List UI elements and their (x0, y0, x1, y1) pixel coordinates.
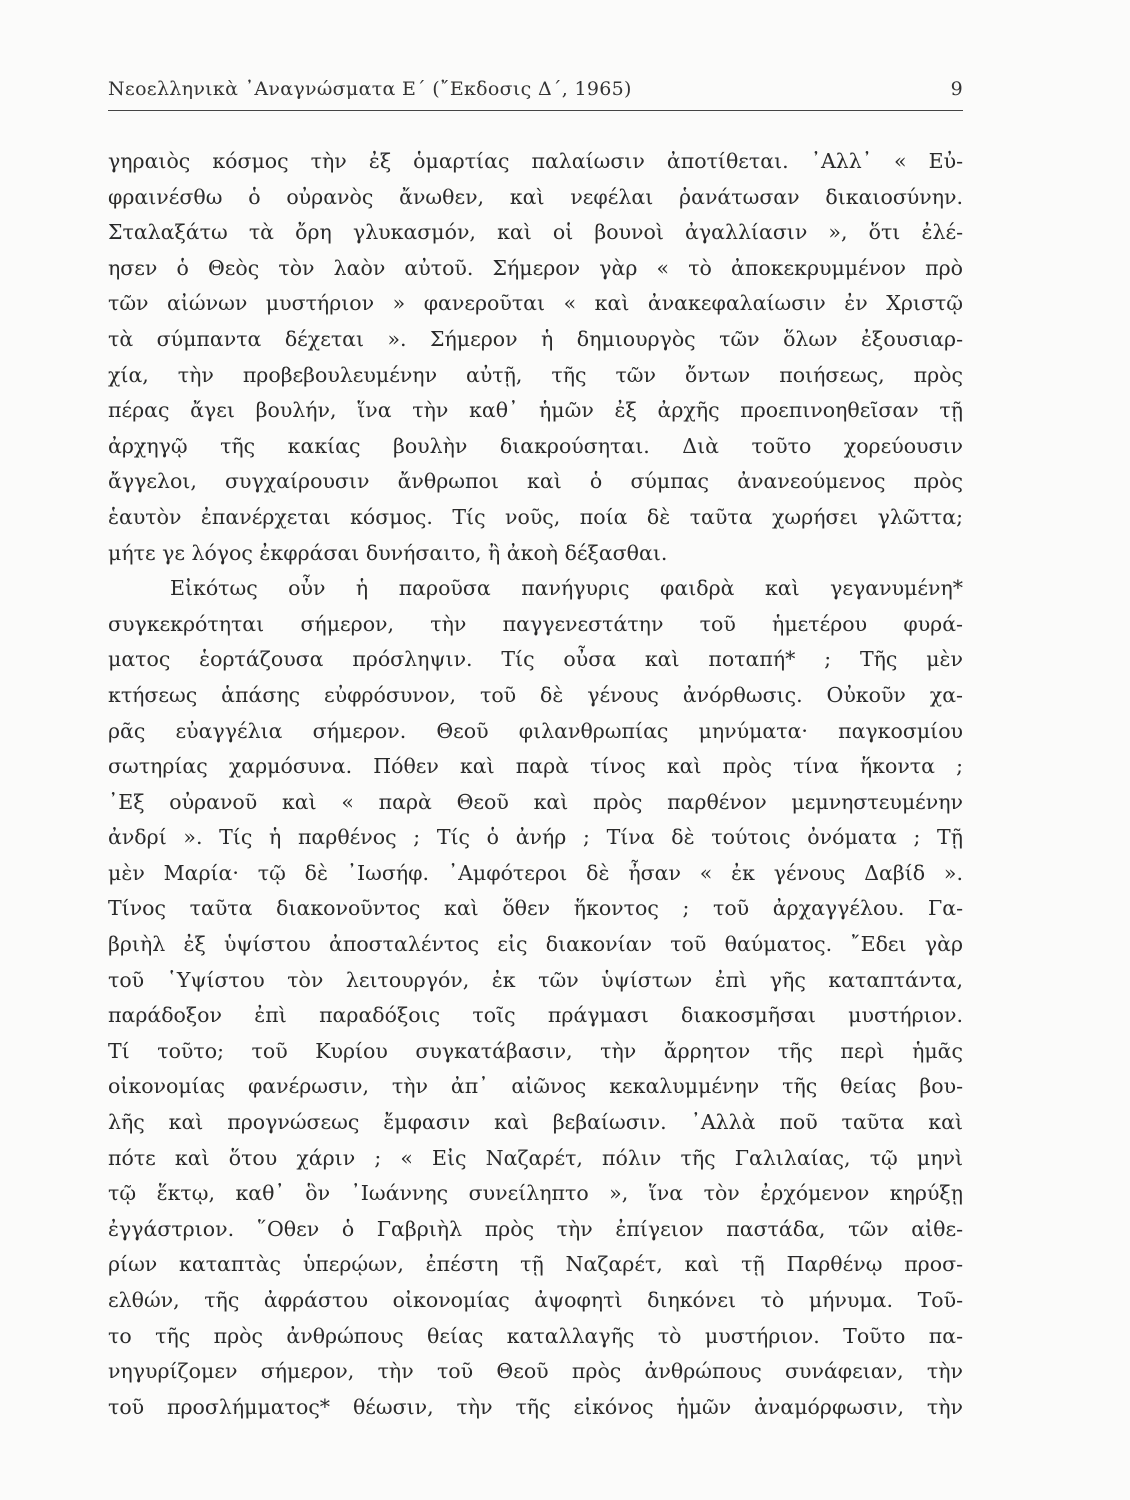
text-line: ησεν ὁ Θεὸς τὸν λαὸν αὐτοῦ. Σήμερον γὰρ « τὸ ἀποκεκρυμμένον πρὸ (108, 255, 963, 280)
text-line: ρᾶς εὐαγγέλια σήμερον. Θεοῦ φιλανθρωπίας μηνύματα· παγκοσμίου (108, 718, 963, 743)
text-line: τῷ ἕκτῳ, καθ᾿ ὃν ᾿Ιωάννης συνείληπτο », ἵνα τὸν ἐρχόμενον κηρύξῃ (108, 1181, 963, 1206)
text-line: ἐγγάστριον. ῞Οθεν ὁ Γαβριὴλ πρὸς τὴν ἐπίγειον παστάδα, τῶν αἰθε- (108, 1216, 963, 1241)
body-text (108, 144, 963, 1425)
text-line: οἰκονομίας φανέρωσιν, τὴν ἀπ᾿ αἰῶνος κεκαλυμμένην τῆς θείας βου- (108, 1074, 963, 1099)
text-line: ρίων καταπτὰς ὑπερῴων, ἐπέστη τῇ Ναζαρέτ, καὶ τῇ Παρθένῳ προσ- (108, 1252, 963, 1277)
text-line: Σταλαξάτω τὰ ὄρη γλυκασμόν, καὶ οἱ βουνοὶ ἀγαλλίασιν », ὅτι ἐλέ- (108, 220, 963, 245)
text-line: κτήσεως ἁπάσης εὐφρόσυνον, τοῦ δὲ γένους ἀνόρθωσις. Οὐκοῦν χα- (108, 682, 963, 707)
text-line: βριὴλ ἐξ ὑψίστου ἀποσταλέντος εἰς διακονίαν τοῦ θαύματος. ῎Εδει γὰρ (108, 932, 963, 957)
text-line: ἄγγελοι, συγχαίρουσιν ἄνθρωποι καὶ ὁ σύμπας ἀνανεούμενος πρὸς (108, 469, 963, 494)
text-line: ἀνδρί ». Τίς ἡ παρθένος ; Τίς ὁ ἀνήρ ; Τίνα δὲ τούτοις ὀνόματα ; Τῇ (108, 825, 963, 850)
text-line: τοῦ ῾Υψίστου τὸν λειτουργόν, ἐκ τῶν ὑψίστων ἐπὶ γῆς καταπτάντα, (108, 967, 963, 992)
text-line: ἑαυτὸν ἐπανέρχεται κόσμος. Τίς νοῦς, ποία δὲ ταῦτα χωρήσει γλῶττα; (108, 504, 963, 529)
text-line: πέρας ἄγει βουλήν, ἵνα τὴν καθ᾿ ἡμῶν ἐξ ἀρχῆς προεπινοηθεῖσαν τῇ (108, 398, 963, 423)
text-line: χία, τὴν προβεβουλευμένην αὐτῇ, τῆς τῶν ὄντων ποιήσεως, πρὸς (108, 362, 963, 387)
text-line: ελθών, τῆς ἀφράστου οἰκονομίας ἀψοφητὶ διηκόνει τὸ μήνυμα. Τοῦ- (108, 1288, 963, 1312)
text-line: γηραιὸς κόσμος τὴν ἐξ ὁμαρτίας παλαίωσιν ἀποτίθεται. ᾿Αλλ᾿ « Εὐ- (108, 149, 963, 173)
text-line-indented: Εἰκότως οὖν ἡ παροῦσα πανήγυρις φαιδρὰ καὶ γεγανυμένη* (170, 576, 963, 601)
text-line: το τῆς πρὸς ἀνθρώπους θείας καταλλαγῆς τὸ μυστήριον. Τοῦτο πα- (108, 1323, 963, 1348)
text-line: ᾿Εξ οὐρανοῦ καὶ « παρὰ Θεοῦ καὶ πρὸς παρθένον μεμνηστευμένην (108, 789, 963, 814)
text-line: τῶν αἰώνων μυστήριον » φανεροῦται « καὶ ἀνακεφαλαίωσιν ἐν Χριστῷ (108, 291, 963, 316)
text-line: Τίνος ταῦτα διακονοῦντος καὶ ὅθεν ἥκοντος ; τοῦ ἀρχαγγέλου. Γα- (108, 896, 963, 921)
text-line: συγκεκρότηται σήμερον, τὴν παγγενεστάτην τοῦ ἡμετέρου φυρά- (108, 611, 963, 636)
text-line: νηγυρίζομεν σήμερον, τὴν τοῦ Θεοῦ πρὸς ἀνθρώπους συνάφειαν, τὴν (108, 1359, 963, 1384)
text-line: ματος ἑορτάζουσα πρόσληψιν. Τίς οὖσα καὶ ποταπή* ; Τῆς μὲν (108, 647, 963, 672)
text-line: λῆς καὶ προγνώσεως ἔμφασιν καὶ βεβαίωσιν. ᾿Αλλὰ ποῦ ταῦτα καὶ (108, 1110, 963, 1135)
running-header (108, 74, 963, 111)
text-line: τὰ σύμπαντα δέχεται ». Σήμερον ἡ δημιουργὸς τῶν ὅλων ἐξουσιαρ- (108, 326, 963, 351)
running-header-title: Νεοελληνικὰ ᾿Αναγνώσματα Ε΄ (῎Εκδοσις Δ΄, 1965) (108, 78, 632, 100)
page-number: 9 (950, 78, 963, 100)
text-line: παράδοξον ἐπὶ παραδόξοις τοῖς πράγμασι διακοσμῆσαι μυστήριον. (108, 1003, 963, 1028)
text-line: φραινέσθω ὁ οὐρανὸς ἄνωθεν, καὶ νεφέλαι ῥανάτωσαν δικαιοσύνην. (108, 184, 963, 209)
text-line: μὲν Μαρία· τῷ δὲ ᾿Ιωσήφ. ᾿Αμφότεροι δὲ ἦσαν « ἐκ γένους Δαβίδ ». (108, 860, 963, 885)
text-line: τοῦ προσλήμματος* θέωσιν, τὴν τῆς εἰκόνος ἡμῶν ἀναμόρφωσιν, τὴν (108, 1394, 963, 1419)
text-line: μήτε γε λόγος ἐκφράσαι δυνήσαιτο, ἢ ἀκοὴ δέξασθαι. (108, 540, 668, 565)
text-line: σωτηρίας χαρμόσυνα. Πόθεν καὶ παρὰ τίνος καὶ πρὸς τίνα ἥκοντα ; (108, 754, 963, 779)
text-line: Τί τοῦτο; τοῦ Κυρίου συγκατάβασιν, τὴν ἄρρητον τῆς περὶ ἡμᾶς (108, 1038, 963, 1063)
text-line: πότε καὶ ὅτου χάριν ; « Εἰς Ναζαρέτ, πόλιν τῆς Γαλιλαίας, τῷ μηνὶ (108, 1145, 963, 1170)
text-line: ἀρχηγῷ τῆς κακίας βουλὴν διακρούσηται. Διὰ τοῦτο χορεύουσιν (108, 433, 963, 458)
